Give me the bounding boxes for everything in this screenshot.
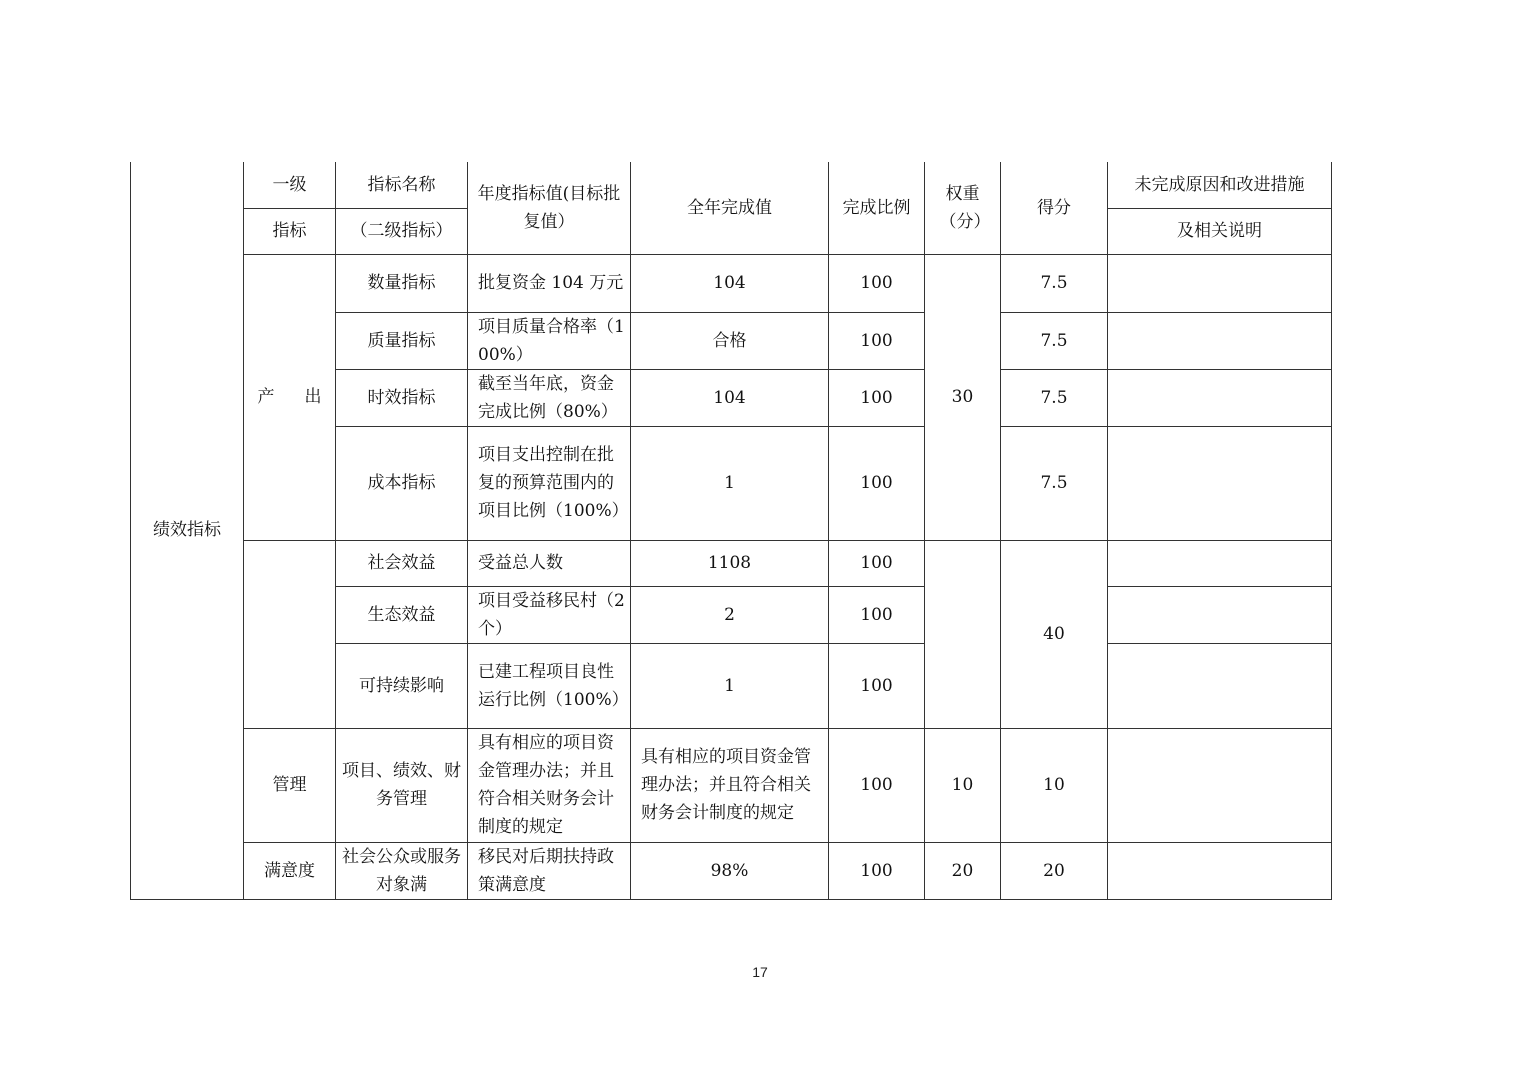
row-ratio: 100 [829, 540, 925, 586]
header-target: 年度指标值(目标批复值） [468, 162, 631, 254]
row-name: 可持续影响 [336, 643, 468, 728]
row-actual: 98% [631, 842, 829, 899]
row-target: 截至当年底，资金完成比例（80%） [468, 369, 631, 426]
group-output-part1: 产 [257, 387, 275, 407]
row-target: 批复资金 104 万元 [468, 254, 631, 312]
row-ratio: 100 [829, 728, 925, 842]
effect-score: 40 [1001, 540, 1108, 728]
row-score: 7.5 [1001, 369, 1108, 426]
group-effect [244, 540, 336, 728]
row-reason [1108, 586, 1332, 643]
row-score: 20 [1001, 842, 1108, 899]
row-ratio: 100 [829, 369, 925, 426]
row-actual: 1 [631, 426, 829, 540]
row-actual: 2 [631, 586, 829, 643]
row-actual: 104 [631, 369, 829, 426]
row-target: 移民对后期扶持政策满意度 [468, 842, 631, 899]
row-ratio: 100 [829, 312, 925, 369]
row-ratio: 100 [829, 254, 925, 312]
row-target: 受益总人数 [468, 540, 631, 586]
row-actual: 1 [631, 643, 829, 728]
row-target: 项目支出控制在批复的预算范围内的项目比例（100%） [468, 426, 631, 540]
row-reason [1108, 369, 1332, 426]
row-actual: 合格 [631, 312, 829, 369]
row-ratio: 100 [829, 643, 925, 728]
performance-indicator-table [130, 162, 1332, 900]
row-reason [1108, 312, 1332, 369]
output-weight: 30 [925, 254, 1001, 540]
row-reason [1108, 540, 1332, 586]
row-actual: 具有相应的项目资金管理办法；并且符合相关财务会计制度的规定 [631, 728, 829, 842]
row-reason [1108, 426, 1332, 540]
header-weight: 权重（分） [925, 162, 1001, 254]
header-reason-line1: 未完成原因和改进措施 [1108, 162, 1332, 208]
header-score: 得分 [1001, 162, 1108, 254]
table-row [131, 540, 1332, 586]
row-reason [1108, 254, 1332, 312]
row-name: 生态效益 [336, 586, 468, 643]
row-ratio: 100 [829, 842, 925, 899]
row-score: 7.5 [1001, 312, 1108, 369]
row-target: 项目质量合格率（100%） [468, 312, 631, 369]
header-level1-line2: 指标 [244, 208, 336, 254]
table-row [131, 254, 1332, 312]
row-reason [1108, 728, 1332, 842]
group-output [244, 254, 336, 540]
row-weight: 10 [925, 728, 1001, 842]
page-number: 17 [752, 964, 768, 980]
row-name: 项目、绩效、财务管理 [336, 728, 468, 842]
row-target: 已建工程项目良性运行比例（100%） [468, 643, 631, 728]
row-target: 项目受益移民村（2 个） [468, 586, 631, 643]
row-score: 7.5 [1001, 254, 1108, 312]
header-name-line2: （二级指标） [336, 208, 468, 254]
row-weight: 20 [925, 842, 1001, 899]
row-name: 社会效益 [336, 540, 468, 586]
row-target: 具有相应的项目资金管理办法；并且符合相关财务会计制度的规定 [468, 728, 631, 842]
header-ratio: 完成比例 [829, 162, 925, 254]
section-label: 绩效指标 [153, 520, 221, 541]
header-reason-line2: 及相关说明 [1108, 208, 1332, 254]
table-row [131, 842, 1332, 899]
header-level1-line1: 一级 [244, 162, 336, 208]
row-actual: 104 [631, 254, 829, 312]
row-reason [1108, 842, 1332, 899]
header-name-line1: 指标名称 [336, 162, 468, 208]
effect-weight [925, 540, 1001, 728]
row-name: 成本指标 [336, 426, 468, 540]
row-actual: 1108 [631, 540, 829, 586]
table-row [131, 728, 1332, 842]
row-reason [1108, 643, 1332, 728]
row-name: 社会公众或服务对象满 [336, 842, 468, 899]
row-score: 10 [1001, 728, 1108, 842]
row-name: 时效指标 [336, 369, 468, 426]
group-management: 管理 [244, 728, 336, 842]
group-output-part2: 出 [304, 387, 322, 407]
row-name: 质量指标 [336, 312, 468, 369]
row-ratio: 100 [829, 426, 925, 540]
row-ratio: 100 [829, 586, 925, 643]
row-name: 数量指标 [336, 254, 468, 312]
section-label-cell [131, 162, 244, 899]
group-satisfaction: 满意度 [244, 842, 336, 899]
header-actual: 全年完成值 [631, 162, 829, 254]
row-score: 7.5 [1001, 426, 1108, 540]
